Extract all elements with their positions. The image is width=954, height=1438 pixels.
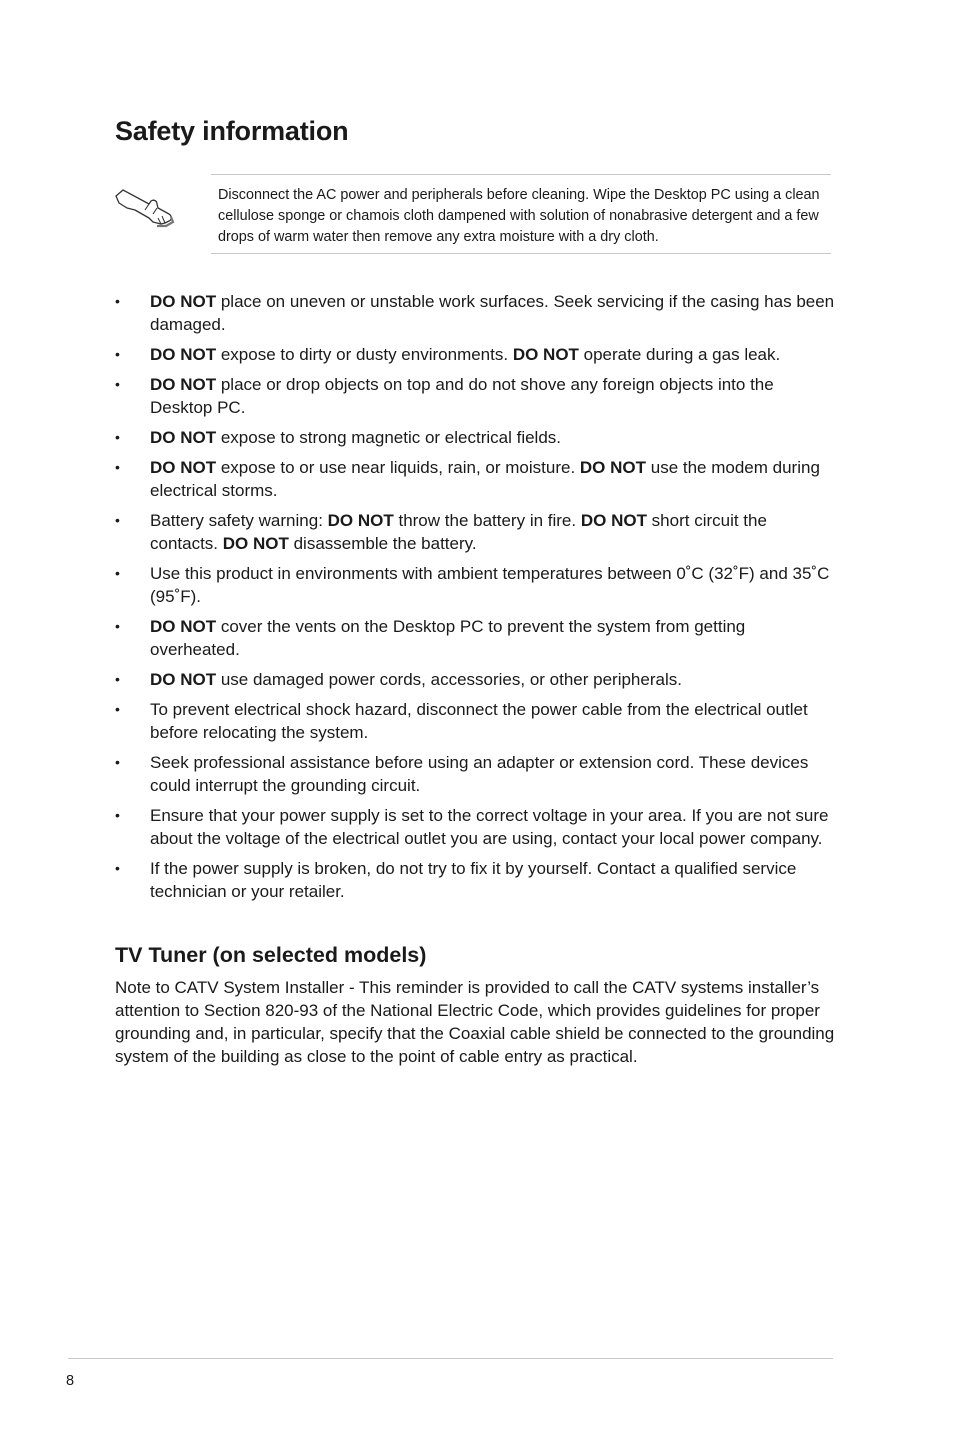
- bullet-marker: •: [115, 807, 120, 823]
- bullet-text: use damaged power cords, accessories, or other peripherals.: [216, 670, 682, 689]
- safety-bullet-list: [115, 290, 835, 910]
- bullet-text: Ensure that your power supply is set to the correct voltage in your area. If you are not sure about the voltage of the electrical outlet you are using, contact your local power company.: [150, 806, 829, 848]
- bullet-marker: •: [115, 565, 120, 581]
- safety-bullet-item: [115, 668, 835, 691]
- bullet-text: cover the vents on the Desktop PC to prevent the system from getting overheated.: [150, 617, 746, 659]
- safety-bullet-item: [115, 562, 835, 608]
- do-not-emphasis: DO NOT: [580, 511, 647, 530]
- do-not-emphasis: DO NOT: [150, 292, 217, 311]
- do-not-emphasis: DO NOT: [150, 428, 217, 447]
- bullet-marker: •: [115, 429, 120, 445]
- bullet-text: use the modem during electrical storms.: [150, 458, 820, 500]
- do-not-emphasis: DO NOT: [150, 345, 217, 364]
- safety-bullet-item: [115, 615, 835, 661]
- safety-bullet-item: [115, 426, 835, 449]
- bullet-marker: •: [115, 671, 120, 687]
- safety-bullet-item: [115, 343, 835, 366]
- tv-tuner-paragraph: Note to CATV System Installer - This reminder is provided to call the CATV systems installer’s attention to Section 820-93 of the National Electric Code, which provides guidelines for proper grounding and, in particular, specify that the Coaxial cable shield be connected to the grounding system of the building as close to the point of cable entry as practical.: [115, 978, 835, 1066]
- footer-divider: [68, 1358, 833, 1359]
- safety-bullet-item: [115, 804, 835, 850]
- page-title: Safety information: [115, 116, 349, 146]
- page-number: 8: [66, 1373, 75, 1389]
- bullet-text: Battery safety warning:: [150, 511, 328, 530]
- safety-bullet-item: [115, 456, 835, 502]
- bullet-marker: •: [115, 346, 120, 362]
- safety-bullet-item: [115, 509, 835, 555]
- do-not-emphasis: DO NOT: [150, 458, 217, 477]
- bullet-text: place or drop objects on top and do not shove any foreign objects into the Desktop PC.: [150, 375, 774, 417]
- do-not-emphasis: DO NOT: [150, 617, 217, 636]
- safety-bullet-item: [115, 373, 835, 419]
- do-not-emphasis: DO NOT: [327, 511, 394, 530]
- safety-bullet-item: [115, 857, 835, 903]
- bullet-marker: •: [115, 459, 120, 475]
- bullet-text: Seek professional assistance before using an adapter or extension cord. These devices could interrupt the grounding circuit.: [150, 753, 809, 795]
- bullet-text: short circuit the contacts.: [150, 511, 767, 553]
- bullet-text: expose to strong magnetic or electrical fields.: [216, 428, 561, 447]
- bullet-text: throw the battery in fire.: [393, 511, 581, 530]
- do-not-emphasis: DO NOT: [222, 534, 289, 553]
- safety-bullet-item: [115, 290, 835, 336]
- safety-bullet-item: [115, 751, 835, 797]
- do-not-emphasis: DO NOT: [150, 670, 217, 689]
- safety-bullet-item: [115, 698, 835, 744]
- bullet-text: To prevent electrical shock hazard, disconnect the power cable from the electrical outlet before relocating the system.: [150, 700, 808, 742]
- bullet-marker: •: [115, 512, 120, 528]
- tv-tuner-heading: TV Tuner (on selected models): [115, 943, 427, 967]
- cleaning-note-text: Disconnect the AC power and peripherals before cleaning. Wipe the Desktop PC using a clean cellulose sponge or chamois cloth dampened with solution of nonabrasive detergent and a few drops of warm water then remove any extra moisture with a dry cloth.: [218, 187, 820, 245]
- bullet-marker: •: [115, 754, 120, 770]
- bullet-marker: •: [115, 293, 120, 309]
- bullet-text: expose to dirty or dusty environments.: [216, 345, 513, 364]
- bullet-marker: •: [115, 376, 120, 392]
- hand-pointing-icon: [113, 184, 175, 230]
- bullet-marker: •: [115, 701, 120, 717]
- bullet-text: place on uneven or unstable work surfaces. Seek servicing if the casing has been damaged.: [150, 292, 835, 334]
- bullet-text: If the power supply is broken, do not try to fix it by yourself. Contact a qualified service technician or your retailer.: [150, 859, 797, 901]
- do-not-emphasis: DO NOT: [579, 458, 647, 477]
- do-not-emphasis: DO NOT: [150, 375, 217, 394]
- bullet-marker: •: [115, 860, 120, 876]
- bullet-marker: •: [115, 618, 120, 634]
- bullet-text: expose to or use near liquids, rain, or moisture.: [216, 458, 580, 477]
- bullet-text: disassemble the battery.: [288, 534, 477, 553]
- cleaning-note: [211, 174, 831, 254]
- bullet-text: Use this product in environments with ambient temperatures between 0˚C (32˚F) and 35˚C (95˚F).: [150, 564, 830, 606]
- do-not-emphasis: DO NOT: [512, 345, 579, 364]
- bullet-text: operate during a gas leak.: [578, 345, 781, 364]
